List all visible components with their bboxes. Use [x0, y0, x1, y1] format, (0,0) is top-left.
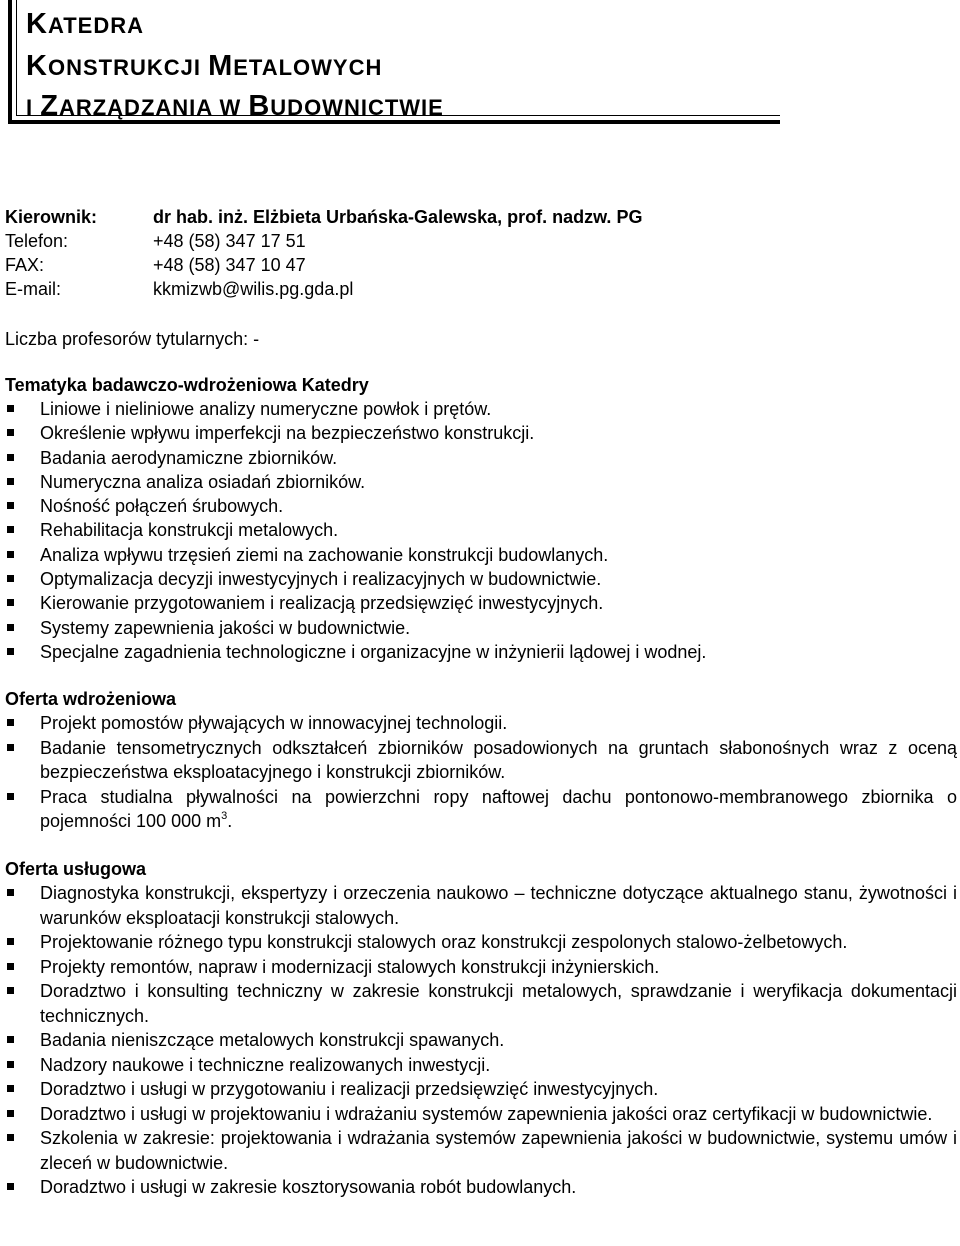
section-heading: Tematyka badawczo-wdrożeniowa Katedry	[5, 375, 369, 395]
square-bullet-icon	[7, 648, 14, 655]
square-bullet-icon	[7, 719, 14, 726]
contact-label: Telefon:	[5, 231, 69, 251]
square-bullet-icon	[7, 575, 14, 582]
square-bullet-icon	[7, 987, 14, 994]
list-item: Projekt pomostów pływających w innowacyjnej technologii.	[5, 711, 957, 736]
square-bullet-icon	[7, 1183, 14, 1190]
list-item: Nadzory naukowe i techniczne realizowanych inwestycji.	[5, 1053, 957, 1078]
square-bullet-icon	[7, 938, 14, 945]
contact-row-fax	[5, 253, 642, 277]
square-bullet-icon	[7, 963, 14, 970]
header-line-3: I ZARZĄDZANIA W BUDOWNICTWIE	[26, 90, 444, 122]
header-line-1: KATEDRA	[26, 8, 144, 40]
square-bullet-icon	[7, 1085, 14, 1092]
square-bullet-icon	[7, 478, 14, 485]
square-bullet-icon	[7, 793, 14, 800]
superscript-exponent: 3	[221, 810, 228, 822]
square-bullet-icon	[7, 889, 14, 896]
bullet-list	[5, 711, 957, 834]
square-bullet-icon	[7, 624, 14, 631]
list-item: Numeryczna analiza osiadań zbiorników.	[5, 470, 957, 494]
list-item: Doradztwo i konsulting techniczny w zakresie konstrukcji metalowych, sprawdzanie i weryfikacja dokumentacji technicznych.	[5, 979, 957, 1028]
list-item: Specjalne zagadnienia technologiczne i organizacyjne w inżynierii lądowej i wodnej.	[5, 640, 957, 664]
contact-value: dr hab. inż. Elżbieta Urbańska-Galewska, prof. nadzw. PG	[153, 207, 643, 227]
list-item: Określenie wpływu imperfekcji na bezpieczeństwo konstrukcji.	[5, 421, 957, 445]
contact-value: +48 (58) 347 17 51	[153, 231, 306, 251]
research-section	[5, 373, 957, 664]
list-item: Praca studialna pływalności na powierzchni ropy naftowej dachu pontonowo-membranowego zbiornika o pojemności 100 000 $m^3$.	[5, 785, 957, 834]
section-heading: Oferta usługowa	[5, 859, 147, 879]
square-bullet-icon	[7, 599, 14, 606]
implementation-offer-section	[5, 687, 957, 834]
list-item: Projekty remontów, napraw i modernizacji stalowych konstrukcji inżynierskich.	[5, 955, 957, 980]
list-item: Liniowe i nieliniowe analizy numeryczne powłok i prętów.	[5, 397, 957, 421]
list-item: Optymalizacja decyzji inwestycyjnych i realizacyjnych w budownictwie.	[5, 567, 957, 591]
square-bullet-icon	[7, 454, 14, 461]
square-bullet-icon	[7, 1061, 14, 1068]
list-item: Nośność połączeń śrubowych.	[5, 494, 957, 518]
contact-row-email	[5, 277, 642, 301]
service-offer-section	[5, 857, 957, 1200]
contact-row-phone	[5, 229, 642, 253]
list-item: Analiza wpływu trzęsień ziemi na zachowanie konstrukcji budowlanych.	[5, 543, 957, 567]
department-header	[8, 0, 780, 124]
list-item: Systemy zapewnienia jakości w budownictwie.	[5, 616, 957, 640]
list-item: Diagnostyka konstrukcji, ekspertyzy i orzeczenia naukowo – techniczne dotyczące aktualnego stanu, żywotności i warunków eksploatacji konstrukcji stalowych.	[5, 881, 957, 930]
header-line-2: KONSTRUKCJI METALOWYCH	[26, 50, 383, 82]
list-item: Szkolenia w zakresie: projektowania i wdrażania systemów zapewnienia jakości w budownictwie, systemu umów i zleceń w budownictwie.	[5, 1126, 957, 1175]
square-bullet-icon	[7, 551, 14, 558]
bullet-list	[5, 397, 957, 664]
square-bullet-icon	[7, 429, 14, 436]
contact-label: FAX:	[5, 255, 45, 275]
list-item: Badania nieniszczące metalowych konstrukcji spawanych.	[5, 1028, 957, 1053]
list-item: Doradztwo i usługi w zakresie kosztorysowania robót budowlanych.	[5, 1175, 957, 1200]
square-bullet-icon	[7, 526, 14, 533]
square-bullet-icon	[7, 1110, 14, 1117]
square-bullet-icon	[7, 744, 14, 751]
list-item: Badanie tensometrycznych odkształceń zbiorników posadowionych na gruntach słabonośnych wraz z oceną bezpieczeństwa eksploatacyjnego i konstrukcji zbiorników.	[5, 736, 957, 785]
email-address: kkmizwb@wilis.pg.gda.pl	[153, 279, 354, 299]
contact-block	[5, 205, 642, 301]
section-heading: Oferta wdrożeniowa	[5, 689, 177, 709]
list-item: Rehabilitacja konstrukcji metalowych.	[5, 518, 957, 542]
contact-row-head	[5, 205, 642, 229]
contact-label: Kierownik:	[5, 207, 98, 227]
bullet-list	[5, 881, 957, 1200]
list-item: Doradztwo i usługi w projektowaniu i wdrażaniu systemów zapewnienia jakości oraz certyfikacji w budownictwie.	[5, 1102, 957, 1127]
square-bullet-icon	[7, 502, 14, 509]
square-bullet-icon	[7, 1134, 14, 1141]
contact-value: +48 (58) 347 10 47	[153, 255, 306, 275]
professors-count: Liczba profesorów tytularnych: -	[5, 329, 260, 349]
list-item: Badania aerodynamiczne zbiorników.	[5, 446, 957, 470]
contact-label: E-mail:	[5, 279, 62, 299]
list-item: Projektowanie różnego typu konstrukcji stalowych oraz konstrukcji zespolonych stalowo-żelbetowych.	[5, 930, 957, 955]
list-item: Kierowanie przygotowaniem i realizacją przedsięwzięć inwestycyjnych.	[5, 591, 957, 615]
square-bullet-icon	[7, 405, 14, 412]
square-bullet-icon	[7, 1036, 14, 1043]
list-item: Doradztwo i usługi w przygotowaniu i realizacji przedsięwzięć inwestycyjnych.	[5, 1077, 957, 1102]
